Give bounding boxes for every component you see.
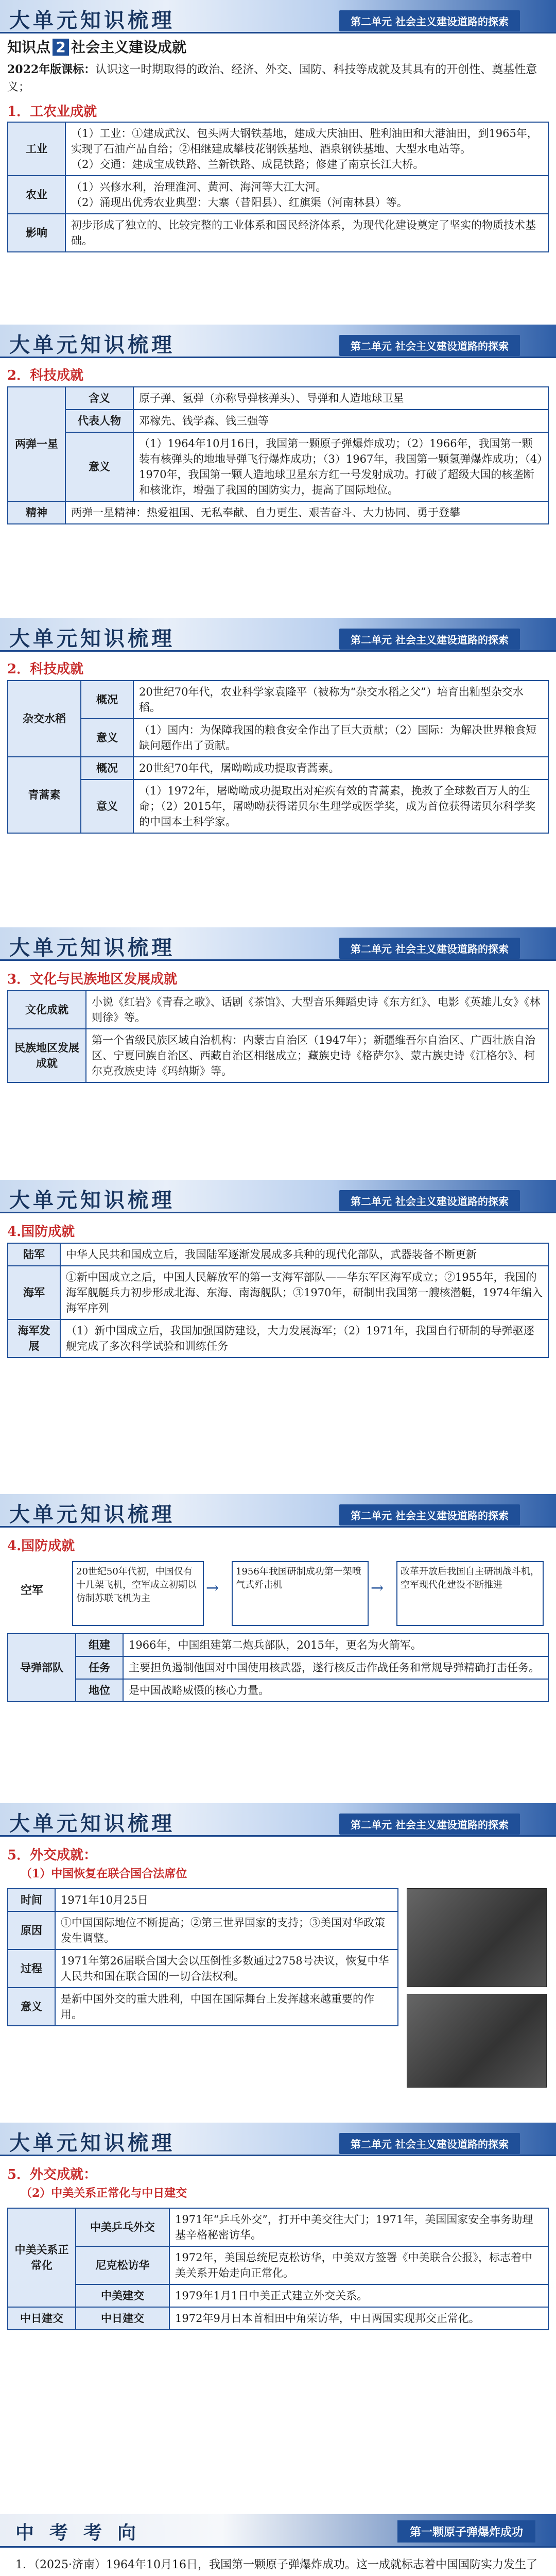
cell-value: 是新中国外交的重大胜利，中国在国际舞台上发挥越来越重要的作用。 bbox=[55, 1988, 398, 2026]
row-line: （2）交通：建成宝成铁路、兰新铁路、成昆铁路；修建了南京长江大桥。 bbox=[71, 158, 424, 171]
table-row bbox=[8, 2307, 548, 2330]
exam-topic: 第一颗原子弹爆炸成功 bbox=[397, 2520, 535, 2543]
table-row bbox=[8, 1634, 548, 1656]
kp-title: 社会主义建设成就 bbox=[71, 39, 187, 56]
exam-banner-title: 中考考向 bbox=[15, 2522, 152, 2544]
table-row bbox=[8, 2246, 548, 2284]
table-row bbox=[8, 1029, 548, 1082]
section-heading: 2．科技成就 bbox=[7, 368, 84, 383]
banner-subtitle: 第二单元 社会主义建设道路的探索 bbox=[339, 335, 520, 356]
banner-subtitle: 第二单元 社会主义建设道路的探索 bbox=[339, 1814, 520, 1835]
unit-banner bbox=[0, 1803, 556, 1837]
cell-key: 意义 bbox=[81, 779, 133, 833]
cell-value: 1971年10月25日 bbox=[55, 1889, 398, 1911]
cell-value: 1971年“乒乓外交”，打开中美交往大门；1971年，美国国家安全事务助理基辛格秘密访华。 bbox=[169, 2208, 548, 2246]
defense-table bbox=[7, 1243, 549, 1358]
delegation-photo bbox=[407, 1994, 547, 2088]
row-header: 海军发展 bbox=[8, 1319, 60, 1358]
row-header: 海军 bbox=[8, 1266, 60, 1319]
row-line: （1）工业：①建成武汉、包头两大钢铁基地，建成大庆油田、胜利油田和大港油田，到1965年，实现了石油产品自给；②相继建成攀枝花钢铁基地、酒泉钢铁基地、大型水电站等。 bbox=[71, 127, 538, 155]
table-row bbox=[8, 410, 548, 432]
cell-value: 1971年第26届联合国大会以压倒性多数通过2758号决议，恢复中华人民共和国在联合国的一切合法权利。 bbox=[55, 1950, 398, 1988]
banner-title: 大单元知识梳理 bbox=[9, 627, 175, 651]
section-heading: 3．文化与民族地区发展成就 bbox=[7, 972, 178, 987]
knowledge-point-title bbox=[7, 36, 186, 57]
table-row bbox=[8, 681, 548, 719]
table-row bbox=[8, 1679, 548, 1702]
curriculum-text: 认识这一时期取得的政治、经济、外交、国防、科技等成就及其具有的开创性、奠基性意义； bbox=[7, 63, 537, 94]
unit-banner bbox=[0, 325, 556, 358]
exam-banner bbox=[0, 2514, 556, 2548]
row-header: 中日建交 bbox=[8, 2307, 76, 2330]
technology-table bbox=[7, 386, 549, 524]
table-row bbox=[8, 432, 548, 501]
air-force-label: 空军 bbox=[21, 1584, 44, 1597]
cell-value: 主要担负遏制他国对中国使用核武器，遂行核反击作战任务和常规导弹精确打击任务。 bbox=[123, 1656, 548, 1679]
banner-title: 大单元知识梳理 bbox=[9, 333, 175, 357]
banner-subtitle: 第二单元 社会主义建设道路的探索 bbox=[339, 629, 520, 650]
unit-banner bbox=[0, 927, 556, 961]
unit-banner bbox=[0, 1494, 556, 1528]
row-header: 过程 bbox=[8, 1950, 55, 1988]
cell-value: 20世纪70年代，屠呦呦成功提取青蒿素。 bbox=[133, 757, 548, 779]
cell-key: 中美乒乓外交 bbox=[76, 2208, 169, 2246]
cell-key: 组建 bbox=[76, 1634, 123, 1656]
cell-key: 概况 bbox=[81, 681, 133, 719]
unit-banner bbox=[0, 618, 556, 652]
row-header: 意义 bbox=[8, 1988, 55, 2026]
table-row bbox=[8, 719, 548, 757]
table-row bbox=[8, 1889, 398, 1911]
row-header: 农业 bbox=[8, 176, 65, 214]
table-row bbox=[8, 501, 548, 524]
sub-heading: （1）中国恢复在联合国合法席位 bbox=[21, 1867, 187, 1880]
row-header: 精神 bbox=[8, 501, 65, 524]
table-row bbox=[8, 122, 548, 176]
section-heading: 5．外交成就： bbox=[7, 2167, 97, 2182]
cell-value: ①中国国际地位不断提高；②第三世界国家的支持；③美国对华政策发生调整。 bbox=[55, 1911, 398, 1950]
cell-key: 尼克松访华 bbox=[76, 2246, 169, 2284]
banner-title: 大单元知识梳理 bbox=[9, 1503, 175, 1527]
table-row bbox=[8, 1319, 548, 1358]
banner-subtitle: 第二单元 社会主义建设道路的探索 bbox=[339, 938, 520, 959]
table-row bbox=[8, 1988, 398, 2026]
industry-agriculture-table bbox=[7, 122, 549, 252]
cell-key: 中美建交 bbox=[76, 2284, 169, 2307]
row-header: 青蒿素 bbox=[8, 757, 81, 833]
cell-value: 1979年1月1日中美正式建立外交关系。 bbox=[169, 2284, 548, 2307]
banner-title: 大单元知识梳理 bbox=[9, 2131, 175, 2155]
row-header: 两弹一星 bbox=[8, 387, 65, 501]
cell-key: 中日建交 bbox=[76, 2307, 169, 2330]
row-header: 时间 bbox=[8, 1889, 55, 1911]
flow-arrow-icon: → bbox=[371, 1579, 384, 1597]
section-heading: 4.国防成就 bbox=[7, 1538, 75, 1554]
cell-key: 概况 bbox=[81, 757, 133, 779]
cell-value: （1）1964年10月16日，我国第一颗原子弹爆炸成功；（2）1966年，我国第一颗装有核弹头的地地导弹飞行爆炸成功；（3）1967年，我国第一颗氢弹爆炸成功；（4）1970年，我国第一颗人造地球卫星东方红一号发射成功。打破了超级大国的核垄断和核讹诈，增强了我国的国防实力，提高了国际地位。 bbox=[133, 432, 548, 501]
un-seat-table bbox=[7, 1888, 398, 2026]
row-content bbox=[65, 214, 548, 252]
table-row bbox=[8, 1950, 398, 1988]
section-heading: 4.国防成就 bbox=[7, 1224, 75, 1240]
row-header: 工业 bbox=[8, 122, 65, 176]
cell-key: 含义 bbox=[65, 387, 133, 410]
question-stem: 1．（2025·济南）1964年10月16日，我国第一颗原子弹爆炸成功。这一成就标志着中国国防实力发生了 bbox=[15, 2558, 537, 2571]
section-heading: 5．外交成就： bbox=[7, 1848, 97, 1863]
unit-banner bbox=[0, 2123, 556, 2156]
missile-force-table bbox=[7, 1633, 549, 1702]
table-row bbox=[8, 1656, 548, 1679]
flow-arrow-icon: → bbox=[206, 1579, 219, 1597]
cell-key: 意义 bbox=[81, 719, 133, 757]
air-force-flow-step: 1956年我国研制成功第一架喷气式歼击机 bbox=[232, 1561, 369, 1626]
row-header: 陆军 bbox=[8, 1243, 60, 1266]
cell-value: （1）1972年，屠呦呦成功提取出对疟疾有效的青蒿素，挽救了全球数百万人的生命；（2）2015年，屠呦呦获得诺贝尔生理学或医学奖，成为首位获得诺贝尔科学奖的中国本土科学家。 bbox=[133, 779, 548, 833]
cell-value: 1972年，美国总统尼克松访华，中美双方签署《中美联合公报》，标志着中美关系开始走向正常化。 bbox=[169, 2246, 548, 2284]
cell-value: 是中国战略威慑的核心力量。 bbox=[123, 1679, 548, 1702]
cell-value: 1966年，中国组建第二炮兵部队，2015年，更名为火箭军。 bbox=[123, 1634, 548, 1656]
cell-value: 20世纪70年代，农业科学家袁隆平（被称为“杂交水稻之父”）培育出籼型杂交水稻。 bbox=[133, 681, 548, 719]
cell-key: 地位 bbox=[76, 1679, 123, 1702]
section-heading: 2．科技成就 bbox=[7, 662, 84, 677]
banner-subtitle: 第二单元 社会主义建设道路的探索 bbox=[339, 1504, 520, 1526]
table-row bbox=[8, 991, 548, 1029]
cell-value: 1972年9月日本首相田中角荣访华，中日两国实现邦交正常化。 bbox=[169, 2307, 548, 2330]
banner-subtitle: 第二单元 社会主义建设道路的探索 bbox=[339, 1190, 520, 1211]
table-row bbox=[8, 1243, 548, 1266]
culture-ethnic-table bbox=[7, 990, 549, 1083]
row-content bbox=[65, 122, 548, 176]
table-row bbox=[8, 1266, 548, 1319]
row-header: 文化成就 bbox=[8, 991, 86, 1029]
cell-value: 中华人民共和国成立后，我国陆军逐渐发展成多兵种的现代化部队，武器装备不断更新 bbox=[60, 1243, 548, 1266]
row-header: 民族地区发展成就 bbox=[8, 1029, 86, 1082]
sub-heading: （2）中美关系正常化与中日建交 bbox=[21, 2187, 187, 2200]
cell-value: 邓稼先、钱学森、钱三强等 bbox=[133, 410, 548, 432]
cell-key: 任务 bbox=[76, 1656, 123, 1679]
cell-value: ①新中国成立之后，中国人民解放军的第一支海军部队——华东军区海军成立；②1955年，我国的海军舰艇兵力初步形成北海、东海、南海舰队；③1970年，研制出我国第一艘核潜艇，1974年编入海军序列 bbox=[60, 1266, 548, 1319]
row-line: （1）兴修水利，治理淮河、黄河、海河等大江大河。 bbox=[71, 181, 327, 193]
cell-value: 第一个省级民族区域自治机构：内蒙古自治区（1947年）；新疆维吾尔自治区、广西壮族自治区、宁夏回族自治区、西藏自治区相继成立；藏族史诗《格萨尔》、蒙古族史诗《江格尔》、柯尔克孜族史诗《玛纳斯》等。 bbox=[86, 1029, 548, 1082]
row-line: （2）涌现出优秀农业典型：大寨（昔阳县）、红旗渠（河南林县）等。 bbox=[71, 196, 408, 209]
row-header: 杂交水稻 bbox=[8, 681, 81, 757]
table-row bbox=[8, 387, 548, 410]
sino-us-japan-table bbox=[7, 2208, 549, 2330]
cell-key: 代表人物 bbox=[65, 410, 133, 432]
table-row bbox=[8, 779, 548, 833]
section-heading: 1．工农业成就 bbox=[7, 104, 97, 120]
banner-title: 大单元知识梳理 bbox=[9, 936, 175, 960]
unit-banner bbox=[0, 1180, 556, 1213]
cell-value: 原子弹、氢弹（亦称导弹核弹头）、导弹和人造地球卫星 bbox=[133, 387, 548, 410]
table-row bbox=[8, 1911, 398, 1950]
banner-title: 大单元知识梳理 bbox=[9, 1812, 175, 1836]
cell-value: （1）新中国成立后，我国加强国防建设，大力发展海军；（2）1971年，我国自行研制的导弹驱逐舰完成了多次科学试验和训练任务 bbox=[60, 1319, 548, 1358]
kp-label: 知识点 bbox=[7, 39, 51, 56]
row-header: 影响 bbox=[8, 214, 65, 252]
air-force-flow-step: 20世纪50年代初，中国仅有十几架飞机，空军成立初期以仿制苏联飞机为主 bbox=[72, 1561, 204, 1626]
cell-value: 两弹一星精神：热爱祖国、无私奉献、自力更生、艰苦奋斗、大力协同、勇于登攀 bbox=[65, 501, 548, 524]
banner-subtitle: 第二单元 社会主义建设道路的探索 bbox=[339, 2133, 520, 2154]
table-row bbox=[8, 214, 548, 252]
air-force-flow-step: 改革开放后我国自主研制战斗机，空军现代化建设不断推进 bbox=[396, 1561, 544, 1626]
cell-key: 意义 bbox=[65, 432, 133, 501]
unit-banner bbox=[0, 0, 556, 33]
row-header: 原因 bbox=[8, 1911, 55, 1950]
banner-title: 大单元知识梳理 bbox=[9, 1189, 175, 1212]
un-general-assembly-photo bbox=[407, 1888, 547, 1987]
cell-value: （1）国内：为保障我国的粮食安全作出了巨大贡献；（2）国际：为解决世界粮食短缺问题作出了贡献。 bbox=[133, 719, 548, 757]
curriculum-standard bbox=[7, 61, 549, 96]
row-header: 中美关系正常化 bbox=[8, 2208, 76, 2307]
table-row bbox=[8, 2208, 548, 2246]
table-row bbox=[8, 757, 548, 779]
curriculum-lead: 2022年版课标： bbox=[7, 63, 96, 76]
row-header: 导弹部队 bbox=[8, 1634, 76, 1702]
rice-artemisinin-table bbox=[7, 680, 549, 834]
banner-title: 大单元知识梳理 bbox=[9, 9, 175, 32]
row-content bbox=[65, 176, 548, 214]
row-line: 初步形成了独立的、比较完整的工业体系和国民经济体系，为现代化建设奠定了坚实的物质技术基础。 bbox=[71, 219, 536, 247]
kp-number: 2 bbox=[53, 39, 69, 56]
table-row bbox=[8, 2284, 548, 2307]
table-row bbox=[8, 176, 548, 214]
banner-subtitle: 第二单元 社会主义建设道路的探索 bbox=[339, 10, 520, 31]
cell-value: 小说《红岩》《青春之歌》、话剧《茶馆》、大型音乐舞蹈史诗《东方红》、电影《英雄儿女》《林则徐》等。 bbox=[86, 991, 548, 1029]
